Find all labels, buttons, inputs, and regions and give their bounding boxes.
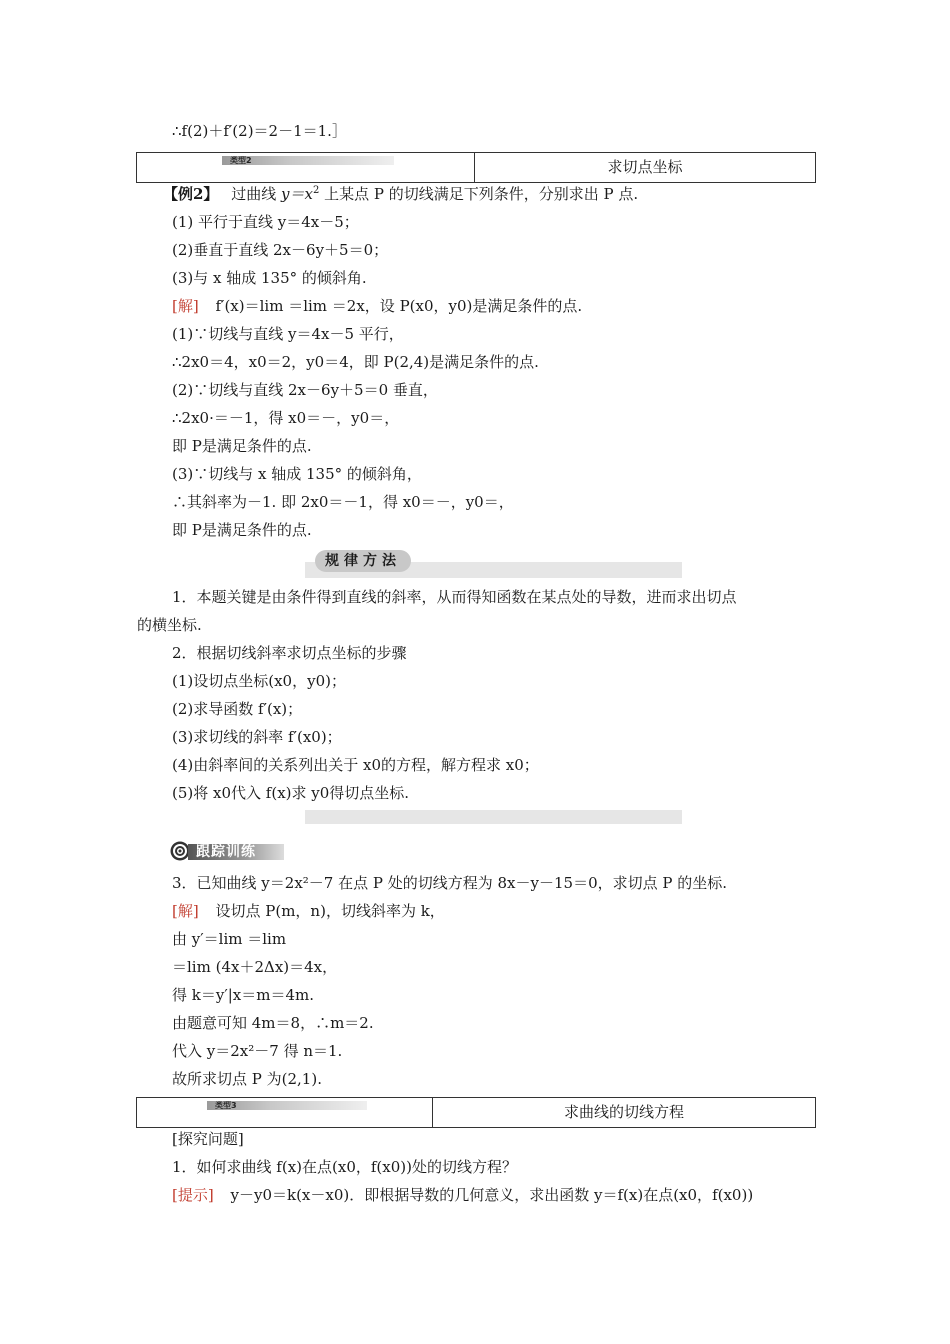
method-point-1a: 1．本题关键是由条件得到直线的斜率，从而得知函数在某点处的导数，进而求出切点 [172,588,737,606]
method-point-2: 2．根据切线斜率求切点坐标的步骤 [172,644,407,662]
method-step-4: (4)由斜率间的关系列出关于 x0的方程，解方程求 x0； [172,756,539,774]
solution-tag: [解] [172,297,199,315]
solution-step-3: (2)∵切线与直线 2x－6y＋5＝0 垂直， [172,381,438,399]
stem-part-end: 上某点 P 的切线满足下列条件，分别求出 P 点. [319,185,639,203]
solution-text: f′(x)＝lim ＝lim ＝2x，设 P(x0，y0)是满足条件的点. [215,297,583,315]
explore-heading: [探究问题] [172,1130,244,1148]
method-step-2: (2)求导函数 f′(x)； [172,700,303,718]
section-badge-cell [137,153,475,182]
stem-exponent: 2 [312,185,320,196]
solution-step-7: ∴其斜率为－1. 即 2x0＝－1，得 x0＝－，y0＝， [172,493,514,511]
target-icon [170,841,190,861]
hint-text: y－y0＝k(x－x0)．即根据导数的几何意义，求出函数 y＝f(x)在点(x0，f(x0)) [230,1186,754,1204]
type2-badge: 类型2 [222,156,394,165]
section-badge-cell-3 [137,1098,433,1127]
training-solution-tag: [解] [172,902,199,920]
solution-step-2: ∴2x0＝4，x0＝2，y0＝4，即 P(2,4)是满足条件的点. [172,353,539,371]
training-question: 3．已知曲线 y＝2x²－7 在点 P 处的切线方程为 8x－y－15＝0，求切点 P 的坐标. [172,874,728,892]
solution-step-5: 即 P是满足条件的点. [172,437,312,455]
example-tag: 【例2】 [163,185,219,203]
explore-question-1: 1．如何求曲线 f(x)在点(x0，f(x0))处的切线方程？ [172,1158,517,1176]
training-solution-text: 设切点 P(m，n)，切线斜率为 k， [215,902,445,920]
stem-part: 过曲线 [231,185,281,203]
hint-tag: [提示] [172,1186,214,1204]
method-title: 规律方法 [315,550,411,572]
section-header-type3 [136,1097,816,1128]
training-line-6: 故所求切点 P 为(2,1). [172,1070,322,1088]
solution-step-8: 即 P是满足条件的点. [172,521,312,539]
method-step-3: (3)求切线的斜率 f′(x0)； [172,728,342,746]
training-line-1: 由 y′＝lim ＝lim [172,930,287,948]
training-line-2: ＝lim (4x＋2Δx)＝4x， [172,958,338,976]
training-title: 跟踪训练 [188,844,284,860]
condition-1: (1) 平行于直线 y＝4x－5； [172,213,359,231]
section-title-3: 求曲线的切线方程 [563,1103,684,1121]
method-step-1: (1)设切点坐标(x0，y0)； [172,672,346,690]
solution-line [172,295,582,317]
method-step-5: (5)将 x0代入 f(x)求 y0得切点坐标. [172,784,410,802]
training-header [168,840,288,862]
method-point-1b: 的横坐标. [137,616,202,634]
condition-2: (2)垂直于直线 2x－6y＋5＝0； [172,241,389,259]
condition-3: (3)与 x 轴成 135° 的倾斜角. [172,269,367,287]
method-band-bottom [305,810,682,824]
section-header-type2 [136,152,816,183]
solution-step-6: (3)∵切线与 x 轴成 135° 的倾斜角， [172,465,422,483]
example2-stem [163,183,638,205]
type3-badge: 类型3 [207,1101,367,1110]
explore-hint [172,1184,753,1206]
top-line: ∴f(2)＋f′(2)＝2－1＝1.］ [172,122,347,140]
solution-step-1: (1)∵切线与直线 y＝4x－5 平行， [172,325,404,343]
training-line-5: 代入 y＝2x²－7 得 n＝1. [172,1042,343,1060]
section-title: 求切点坐标 [607,158,683,176]
training-line-4: 由题意可知 4m＝8，∴m＝2. [172,1014,374,1032]
training-solution [172,900,445,922]
solution-step-4: ∴2x0·＝－1，得 x0＝－，y0＝， [172,409,400,427]
training-line-3: 得 k＝y′|x＝m＝4m. [172,986,315,1004]
stem-formula: y＝x [281,185,313,203]
